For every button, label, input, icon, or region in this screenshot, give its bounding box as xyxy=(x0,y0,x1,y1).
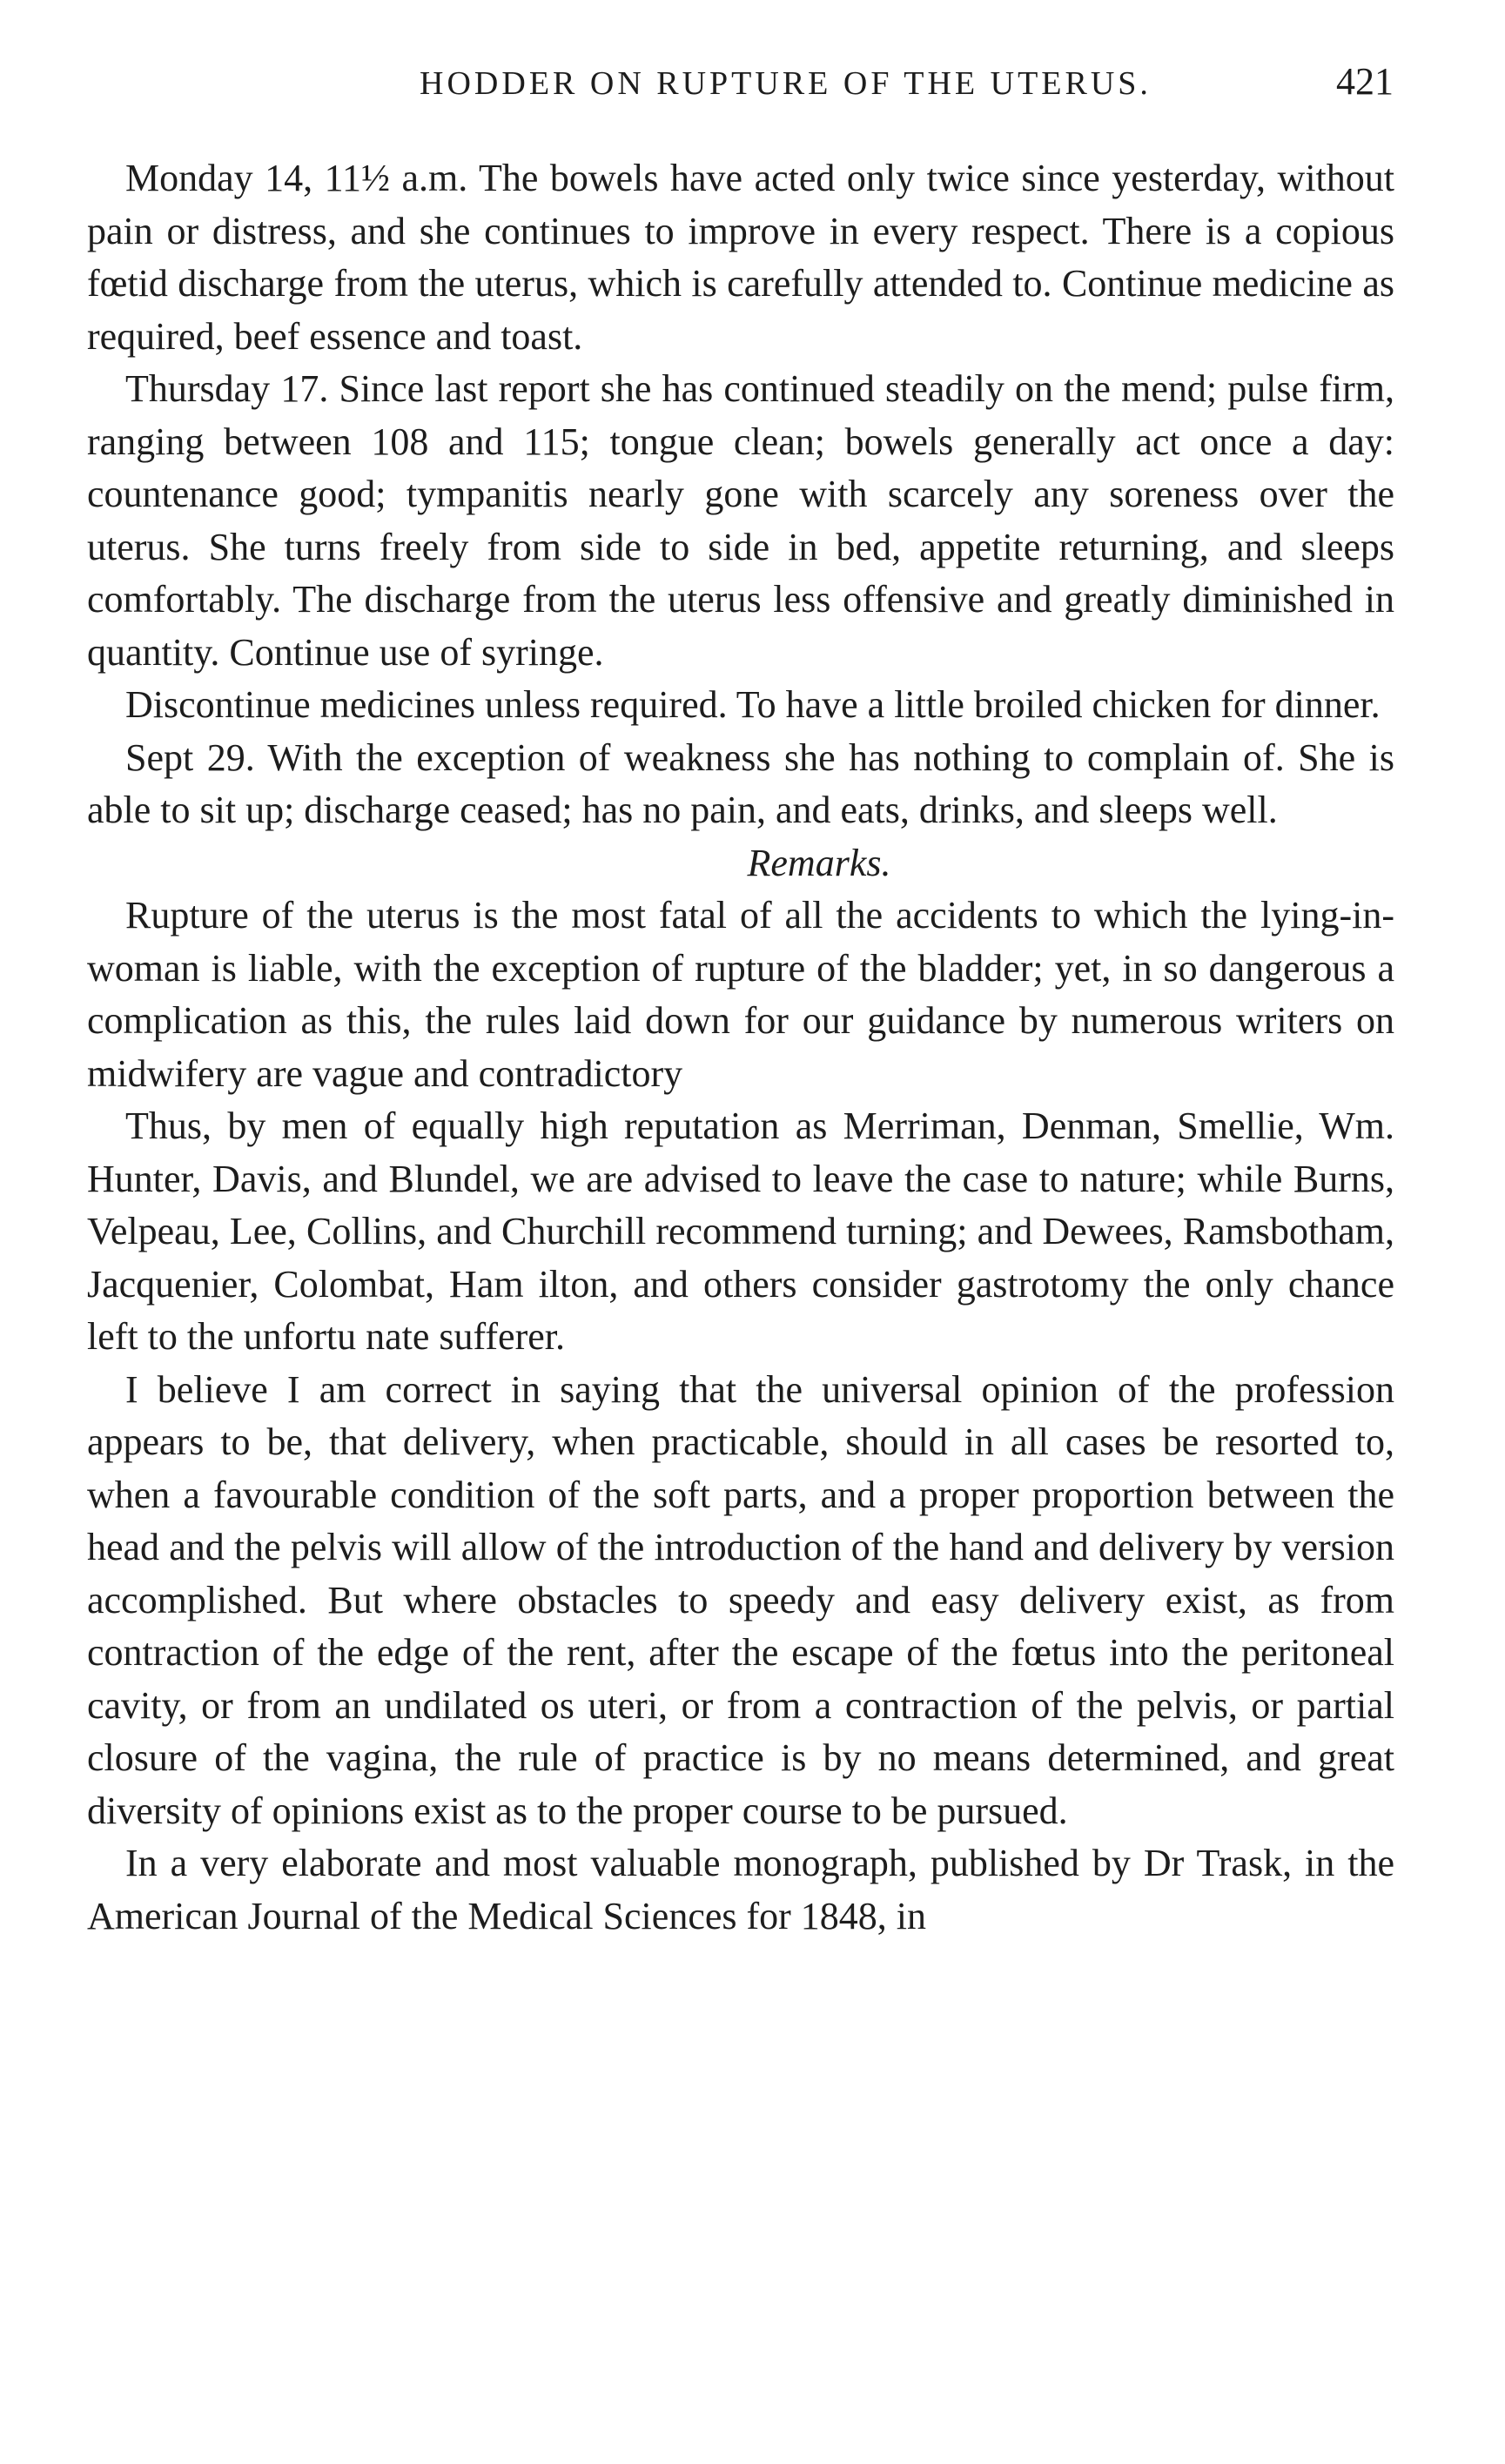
paragraph-thus: Thus, by men of equally high reputation as Merriman, Denman, Smellie, Wm. Hunter, Davis, and Blundel, we are advised to leave the case to nature; while Burns, Velpeau, Lee, Collins, and Churchill recommend turning; and Dewees, Ramsbotham, Jacquenier, Colombat, Ham ilton, and others consider gastrotomy the only chance left to the unfortu nate sufferer. xyxy=(87,1104,1394,1358)
remarks-heading: Remarks. xyxy=(747,841,891,884)
body-text xyxy=(87,152,1394,1943)
paragraph-discontinue: Discontinue medicines unless required. To have a little broiled chicken for dinner. xyxy=(125,683,1381,726)
paragraph-believe: I believe I am correct in saying that the universal opinion of the profession appears to be, that delivery, when practicable, should in all cases be resorted to, when a favourable condition of the soft parts, and a proper proportion between the head and the pelvis will allow of the introduction of the hand and delivery by version accomplished. But where obstacles to speedy and easy delivery exist, as from contraction of the edge of the rent, after the escape of the fœtus into the peritoneal cavity, or from an undilated os uteri, or from a contraction of the pelvis, or partial closure of the vagina, the rule of practice is by no means determined, and great diversity of opinions exist as to the proper course to be pursued. xyxy=(87,1367,1394,1832)
paragraph-sept: Sept 29. With the exception of weakness she has nothing to complain of. She is able to sit up; discharge ceased; has no pain, and eats, drinks, and sleeps well. xyxy=(87,735,1394,831)
running-head xyxy=(87,59,1394,111)
paragraph-rupture: Rupture of the uterus is the most fatal of all the accidents to which the lying-in-woman is liable, with the exception of rupture of the bladder; yet, in so dangerous a complication as this, the rules laid down for our guidance by numerous writers on midwifery are vague and contradictory xyxy=(87,894,1394,1095)
page-number: 421 xyxy=(1336,60,1394,103)
paragraph-thursday: Thursday 17. Since last report she has continued steadily on the mend; pulse firm, ranging between 108 and 115; tongue clean; bowels generally act once a day: countenance good; tympanitis nearly gone with scarcely any soreness over the uterus. She turns freely from side to side in bed, appetite returning, and sleeps comfortably. The discharge from the uterus less offensive and greatly diminished in quantity. Continue use of syringe. xyxy=(87,367,1394,674)
running-title: HODDER ON RUPTURE OF THE UTERUS. xyxy=(420,65,1152,102)
paragraph-monograph: In a very elaborate and most valuable monograph, published by Dr Trask, in the American Journal of the Medical Sciences for 1848, in xyxy=(87,1842,1394,1937)
paragraph-monday: Monday 14, 11½ a.m. The bowels have acted only twice since yesterday, without pain or distress, and she continues to improve in every respect. There is a copious fœtid discharge from the uterus, which is carefully attended to. Continue medicine as required, beef essence and toast. xyxy=(87,157,1394,358)
